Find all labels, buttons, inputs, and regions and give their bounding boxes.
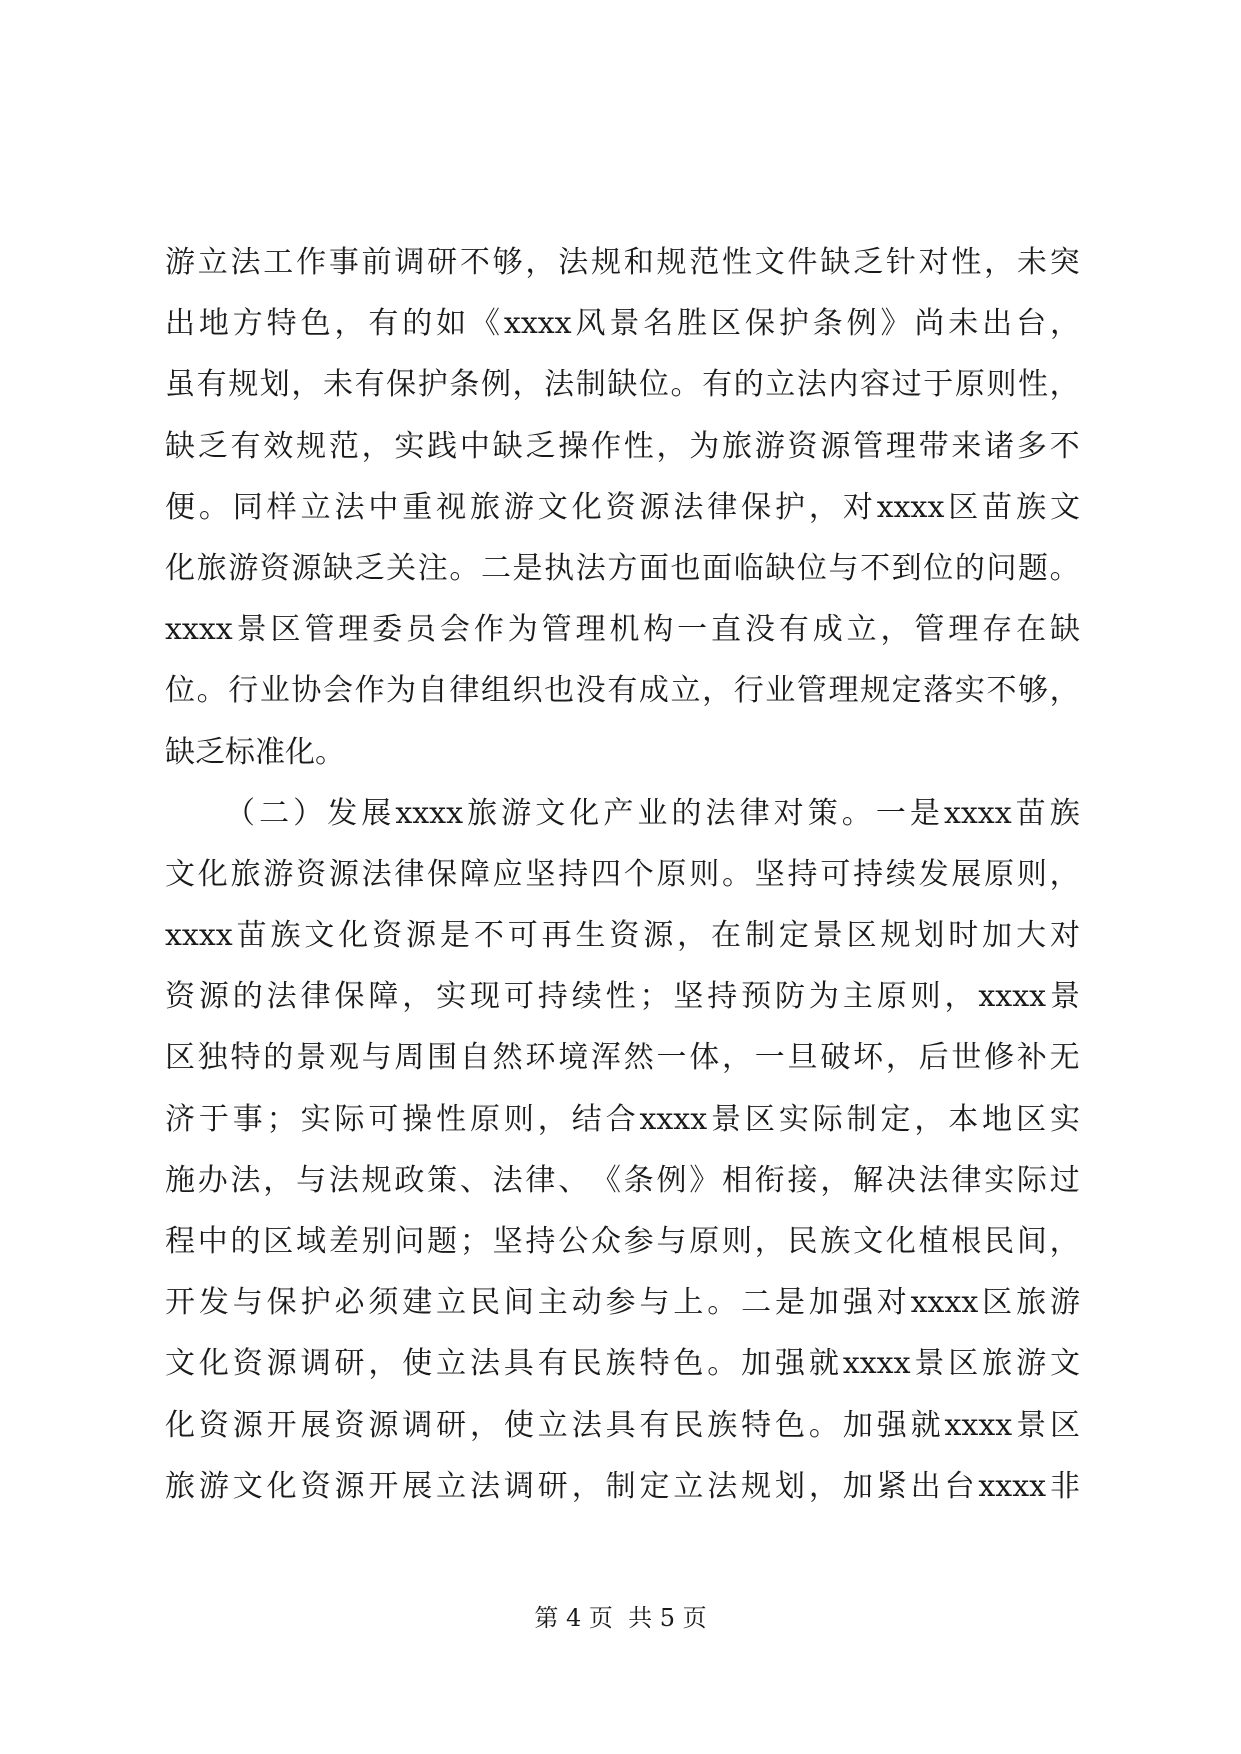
text-line: 虽 有 规 划 ， 未 有 保 护 条 例 ， 法 制 缺 位 。 有 的 立 法 内 容 过 于 原 则 性 ， [165,367,1080,403]
page-number-label: 第 4 页 共 5 页 [534,1604,707,1632]
text-line: 位 。 行 业 协 会 作 为 自 律 组 织 也 没 有 成 立 ， 行 业 管 理 规 定 落 实 不 够 ， [165,673,1080,709]
text-line: 资 源 的 法 律 保 障 ， 实 现 可 持 续 性 ； 坚 持 预 防 为 主 原 则 ， xxxx 景 [165,979,1080,1015]
page-footer [0,1603,1241,1633]
text-line: 施 办 法 ， 与 法 规 政 策 、 法 律 、 《 条 例 》 相 衔 接 ， 解 决 法 律 实 际 过 [165,1162,1080,1198]
text-line: 文 化 资 源 调 研 ， 使 立 法 具 有 民 族 特 色 。 加 强 就 xxxx 景 区 旅 游 文 [165,1346,1080,1382]
text-line: 文 化 旅 游 资 源 法 律 保 障 应 坚 持 四 个 原 则 。 坚 持 可 持 续 发 展 原 则 ， [165,856,1080,892]
text-line: 济 于 事 ； 实 际 可 操 性 原 则 ， 结 合 xxxx 景 区 实 际 制 定 ， 本 地 区 实 [165,1101,1080,1137]
text-line: 游 立 法 工 作 事 前 调 研 不 够 ， 法 规 和 规 范 性 文 件 缺 乏 针 对 性 ， 未 突 [165,245,1080,280]
text-line: （ 二 ） 发 展 xxxx 旅 游 文 化 产 业 的 法 律 对 策 。 一 是 xxxx 苗 族 [225,795,1080,831]
text-line: 区 独 特 的 景 观 与 周 围 自 然 环 境 浑 然 一 体 ， 一 旦 破 坏 ， 后 世 修 补 无 [165,1040,1080,1076]
text-line: 化 资 源 开 展 资 源 调 研 ， 使 立 法 具 有 民 族 特 色 。 加 强 就 xxxx 景 区 [165,1407,1080,1443]
text-line: xxxx 苗 族 文 化 资 源 是 不 可 再 生 资 源 ， 在 制 定 景 区 规 划 时 加 大 对 [165,918,1080,954]
text-line: 化 旅 游 资 源 缺 乏 关 注 。 二 是 执 法 方 面 也 面 临 缺 位 与 不 到 位 的 问 题 。 [165,550,1080,586]
text-line: 开 发 与 保 护 必 须 建 立 民 间 主 动 参 与 上 。 二 是 加 强 对 xxxx 区 旅 游 [165,1285,1080,1321]
text-line: 缺 乏 有 效 规 范 ， 实 践 中 缺 乏 操 作 性 ， 为 旅 游 资 源 管 理 带 来 诸 多 不 [165,428,1080,464]
text-line: 旅 游 文 化 资 源 开 展 立 法 调 研 ， 制 定 立 法 规 划 ， 加 紧 出 台 xxxx 非 [165,1468,1080,1504]
text-line: xxxx 景 区 管 理 委 员 会 作 为 管 理 机 构 一 直 没 有 成 立 ， 管 理 存 在 缺 [165,612,1080,648]
text-line: 缺 乏 标 准 化 。 [165,734,345,770]
document-body [165,232,1080,1517]
text-line: 出 地 方 特 色 ， 有 的 如 《 xxxx 风 景 名 胜 区 保 护 条 例 》 尚 未 出 台 ， [165,306,1080,342]
text-line: 程 中 的 区 域 差 别 问 题 ； 坚 持 公 众 参 与 原 则 ， 民 族 文 化 植 根 民 间 ， [165,1224,1080,1259]
text-line: 便 。 同 样 立 法 中 重 视 旅 游 文 化 资 源 法 律 保 护 ， 对 xxxx 区 苗 族 文 [165,489,1080,525]
